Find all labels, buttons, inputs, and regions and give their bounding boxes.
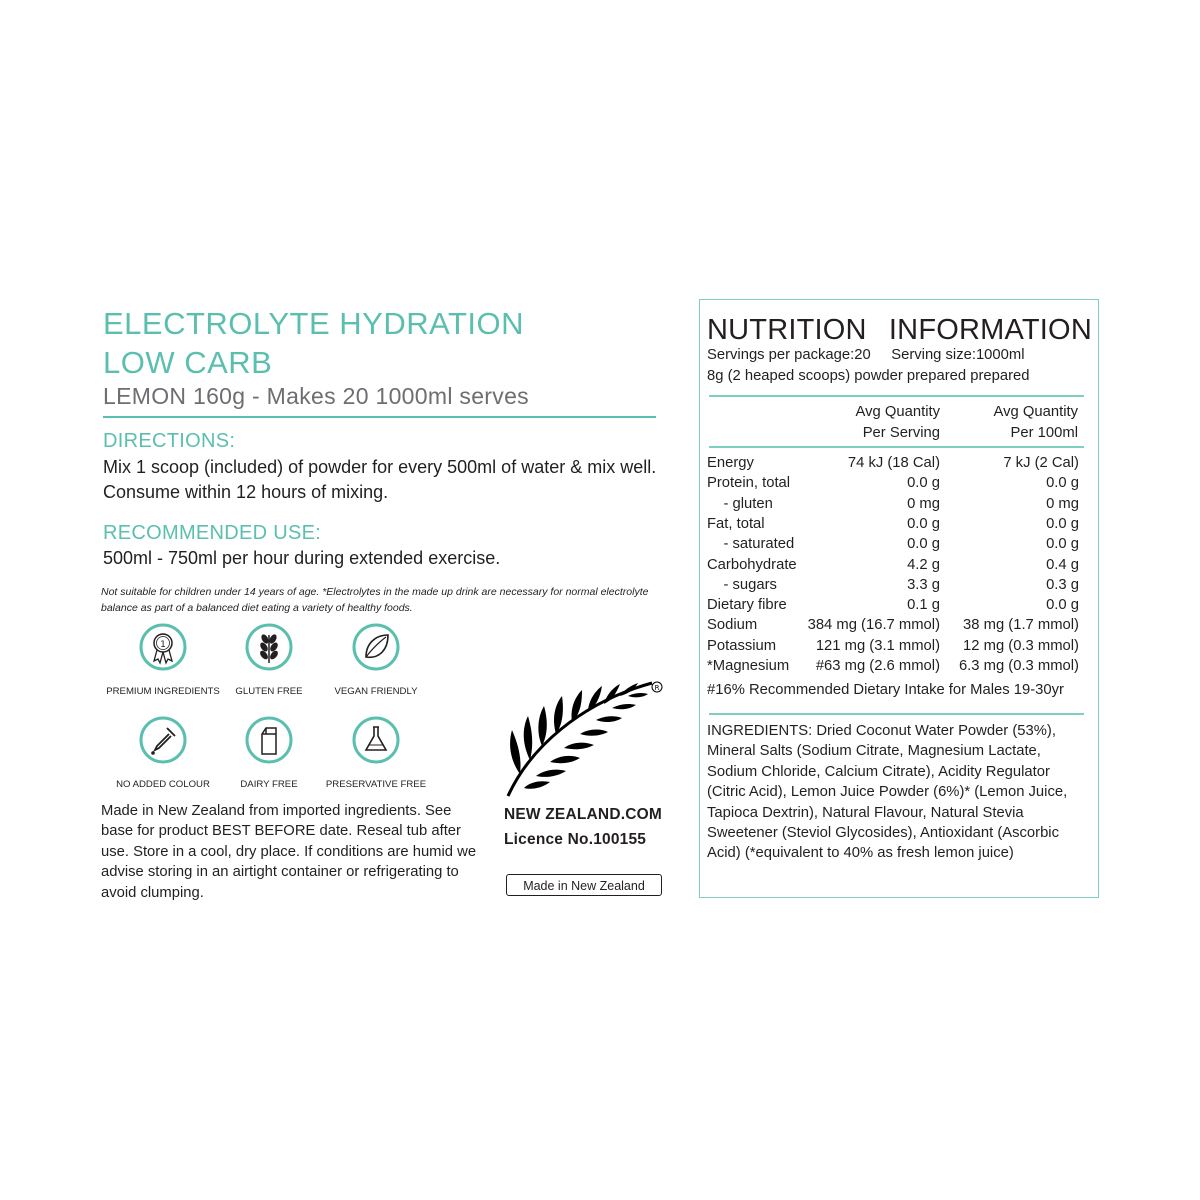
col-header-100ml: Avg Quantity Per 100ml	[993, 404, 1078, 441]
dropper-icon	[139, 716, 187, 764]
col-header-serving: Avg Quantity Per Serving	[855, 404, 940, 441]
nz-site-text: NEW ZEALAND.COM	[504, 806, 662, 823]
nutrient-row: Potassium 121 mg (3.1 mmol) 12 mg (0.3 mmol)	[707, 637, 1079, 654]
registered-mark: R	[654, 684, 660, 692]
nutrient-row: Fat, total 0.0 g 0.0 g	[707, 515, 1079, 532]
product-subtitle: LEMON 160g - Makes 20 1000ml serves	[103, 383, 529, 409]
recommended-heading: RECOMMENDED USE:	[103, 522, 322, 544]
directions-heading: DIRECTIONS:	[103, 430, 236, 452]
nutrient-row: *Magnesium #63 mg (2.6 mmol) 6.3 mg (0.3 mmol)	[707, 658, 1079, 674]
medal-icon	[139, 623, 187, 671]
product-title-line2: LOW CARB	[103, 345, 273, 380]
nutrient-row: Energy 74 kJ (18 Cal) 7 kJ (2 Cal)	[707, 455, 1079, 471]
nutrition-divider-mid	[709, 446, 1084, 448]
made-in-nz-badge: Made in New Zealand	[506, 874, 662, 896]
storage-info: Made in New Zealand from imported ingredients. See base for product BEST BEFORE date. Reseal tub after use. Store in a cool, dry place. If conditions are humid we advise storing in an airtight container or refrigerating to avoid clumping.	[101, 803, 477, 901]
milk-carton-icon	[245, 716, 293, 764]
badge-label: VEGAN FRIENDLY	[334, 686, 418, 697]
product-title-line1: ELECTROLYTE HYDRATION	[103, 306, 525, 341]
fern-logo	[500, 678, 670, 798]
badge-label: PRESERVATIVE FREE	[325, 779, 427, 790]
badge-label: NO ADDED COLOUR	[116, 779, 210, 790]
servings-line: Servings per package:20 Serving size:1000ml	[707, 347, 1025, 363]
ingredients-text: INGREDIENTS: Dried Coconut Water Powder (53%), Mineral Salts (Sodium Citrate, Magnesium Lactate, Sodium Chloride, Calcium Citrate), Acidity Regulator (Citric Acid), Lemon Juice Powder (6%)* (Lemon Juice, Tapioca Dextrin), Natural Flavour, Natural Stevia Sweetener (Steviol Glycosides), Antioxidant (Ascorbic Acid) (*equivalent to 40% as fresh lemon juice)	[707, 723, 1068, 862]
badge-label: PREMIUM INGREDIENTS	[106, 686, 220, 697]
nutrient-row: - sugars 3.3 g 0.3 g	[707, 576, 1079, 593]
directions-text: Mix 1 scoop (included) of powder for every 500ml of water & mix well. Consume within 12 hours of mixing.	[103, 457, 657, 502]
recommended-text: 500ml - 750ml per hour during extended exercise.	[103, 548, 501, 568]
nutrient-row: Dietary fibre 0.1 g 0.0 g	[707, 597, 1079, 614]
badge-preservative-free	[306, 716, 446, 790]
flask-icon	[352, 716, 400, 764]
nutrient-row: - saturated 0.0 g 0.0 g	[707, 536, 1079, 553]
svg-text:1: 1	[160, 640, 166, 650]
rdi-footnote: #16% Recommended Dietary Intake for Males 19-30yr	[707, 682, 1064, 698]
disclaimer: Not suitable for children under 14 years of age. *Electrolytes in the made up drink are necessary for normal electrolyte balance as part of a balanced diet eating a variety of healthy foods.	[101, 586, 649, 614]
nutrient-row: Sodium 384 mg (16.7 mmol) 38 mg (1.7 mmol)	[707, 617, 1079, 634]
badge-label: GLUTEN FREE	[235, 686, 303, 697]
nutrition-title: NUTRITION INFORMATION	[707, 314, 1092, 346]
nutrition-divider-bottom	[709, 713, 1084, 715]
nutrient-row: Carbohydrate 4.2 g 0.4 g	[707, 556, 1079, 573]
licence-text: Licence No.100155	[504, 831, 647, 848]
leaf-icon	[352, 623, 400, 671]
wheat-icon	[245, 623, 293, 671]
badge-vegan	[306, 623, 446, 697]
nutrition-divider-top	[709, 395, 1084, 397]
badge-label: DAIRY FREE	[240, 779, 298, 790]
prep-line: 8g (2 heaped scoops) powder prepared prepared	[707, 368, 1030, 384]
nutrient-row: - gluten 0 mg 0 mg	[707, 495, 1079, 512]
nutrient-row: Protein, total 0.0 g 0.0 g	[707, 475, 1079, 492]
title-divider	[103, 416, 656, 418]
